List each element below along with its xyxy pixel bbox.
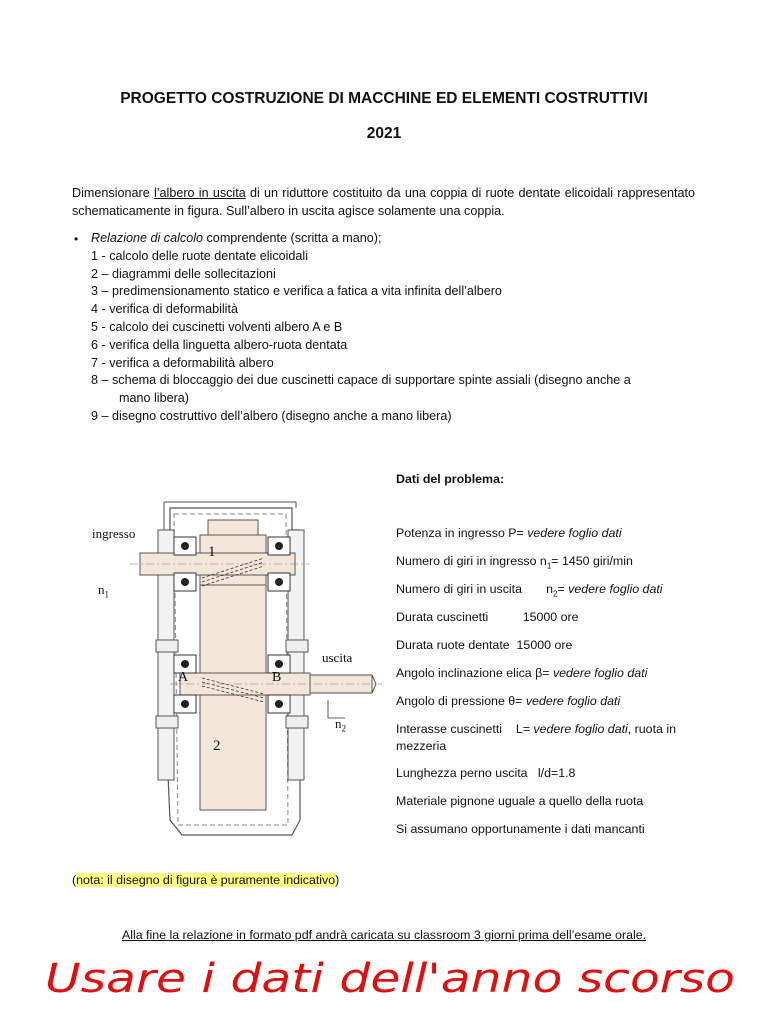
dati-elica-value: vedere foglio dati [552, 666, 648, 680]
label-gear-2: 2 [213, 738, 221, 754]
handwritten-note-text: Usare i dati dell'anno scorso [45, 956, 735, 1002]
dati-giri-ingresso [396, 553, 706, 574]
list-item: 2 – diagrammi delle sollecitazioni [91, 266, 276, 281]
label-n2 [335, 716, 346, 734]
dati-durata-cuscinetti: Durata cuscinetti 15000 ore [396, 610, 579, 624]
dati-title: Dati del problema: [396, 472, 505, 486]
label-n1-sub: 1 [104, 589, 109, 600]
note-text: nota: il disegno di figura è puramente indicativo [76, 873, 336, 887]
dati-angolo-pressione [396, 693, 706, 709]
label-gear-1: 1 [208, 544, 216, 560]
relazione-list [91, 230, 701, 426]
dati-giri-uscita [396, 581, 706, 602]
document-year: 2021 [366, 125, 402, 142]
dati-interasse [396, 721, 706, 755]
list-item: mano libera) [119, 391, 189, 406]
list-item: 7 - verifica a deformabilità albero [91, 355, 274, 370]
document-title: PROGETTO COSTRUZIONE DI MACCHINE ED ELEMENTI COSTRUTTIVI [120, 90, 648, 107]
list-item: 3 – predimensionamento statico e verifica a fatica a vita infinita dell’albero [91, 284, 502, 299]
label-bearing-b: B [272, 670, 282, 685]
gearbox-figure [70, 490, 390, 870]
dati-potenza [396, 525, 706, 541]
dati-angolo-elica [396, 665, 706, 681]
relazione-heading-italic: Relazione di calcolo [91, 231, 204, 245]
bullet-icon: • [74, 232, 79, 246]
relazione-heading [91, 230, 701, 248]
dati-interasse-label: Interasse cuscinetti L= [396, 722, 534, 736]
note-close: ) [335, 873, 340, 887]
dati-pressione-value: vedere foglio dati [525, 694, 621, 708]
dati-giri-out-eq: = [557, 582, 569, 596]
label-bearing-a: A [178, 670, 189, 685]
dati-interasse-rest: , ruota in mezzeria [396, 722, 676, 753]
figure-note [72, 873, 339, 887]
dati-giri-in-value: = 1450 giri/min [551, 554, 633, 568]
list-item: 5 - calcolo dei cuscinetti volventi albero A e B [91, 319, 343, 334]
list-item: 6 - verifica della linguetta albero-ruota dentata [91, 337, 348, 352]
handwritten-note [20, 940, 760, 1020]
intro-paragraph [72, 184, 695, 220]
list-item: 1 - calcolo delle ruote dentate elicoidali [91, 248, 309, 263]
label-n1 [98, 582, 109, 600]
dati-lunghezza-perno: Lunghezza perno uscita l/d=1.8 [396, 766, 576, 780]
dati-giri-in-sub: 1 [546, 561, 552, 571]
dati-giri-out-sub: 2 [553, 589, 558, 599]
dati-mancanti: Si assumano opportunamente i dati mancanti [396, 822, 645, 836]
dati-materiale: Materiale pignone uguale a quello della ruota [396, 794, 644, 808]
label-n2-sub: 2 [341, 723, 346, 734]
dati-interasse-value: vedere foglio dati [533, 722, 628, 736]
list-item: 9 – disegno costruttivo dell’albero (disegno anche a mano libera) [91, 408, 452, 423]
label-uscita: uscita [322, 650, 353, 665]
gearbox-drawing-icon [70, 490, 390, 870]
list-item: 8 – schema di bloccaggio dei due cuscinetti capace di supportare spinte assiali (disegno anche a [91, 373, 631, 388]
list-item: 4 - verifica di deformabilità [91, 302, 238, 317]
note-open: ( [72, 873, 77, 887]
dati-giri-out-value: vedere foglio dati [568, 582, 663, 596]
dati-potenza-value: vedere foglio dati [527, 526, 622, 540]
dati-potenza-label: Potenza in ingresso P= [396, 526, 528, 540]
footer-instruction: Alla fine la relazione in formato pdf andrà caricata su classroom 3 giorni prima dell’esame orale. [121, 928, 647, 942]
relazione-heading-rest: comprendente (scritta a mano); [203, 231, 382, 245]
intro-text-start: Dimensionare [72, 186, 154, 200]
label-ingresso: ingresso [92, 526, 136, 541]
label-n2-letter: n [335, 716, 342, 731]
intro-text-end: di un riduttore costituito da una coppia di ruote dentate elicoidali rappresentato schematicamente in figura. Sull’albero in uscita agisce solamente una coppia. [72, 186, 695, 218]
dati-giri-out-label: Numero di giri in uscita n [396, 582, 554, 596]
label-n1-letter: n [98, 582, 105, 597]
dati-durata-ruote: Durata ruote dentate 15000 ore [396, 638, 573, 652]
dati-pressione-label: Angolo di pressione θ= [396, 694, 526, 708]
dati-giri-in-label: Numero di giri in ingresso n [396, 554, 547, 568]
dati-elica-label: Angolo inclinazione elica β= [396, 666, 553, 680]
intro-underlined: l’albero in uscita [153, 186, 246, 200]
